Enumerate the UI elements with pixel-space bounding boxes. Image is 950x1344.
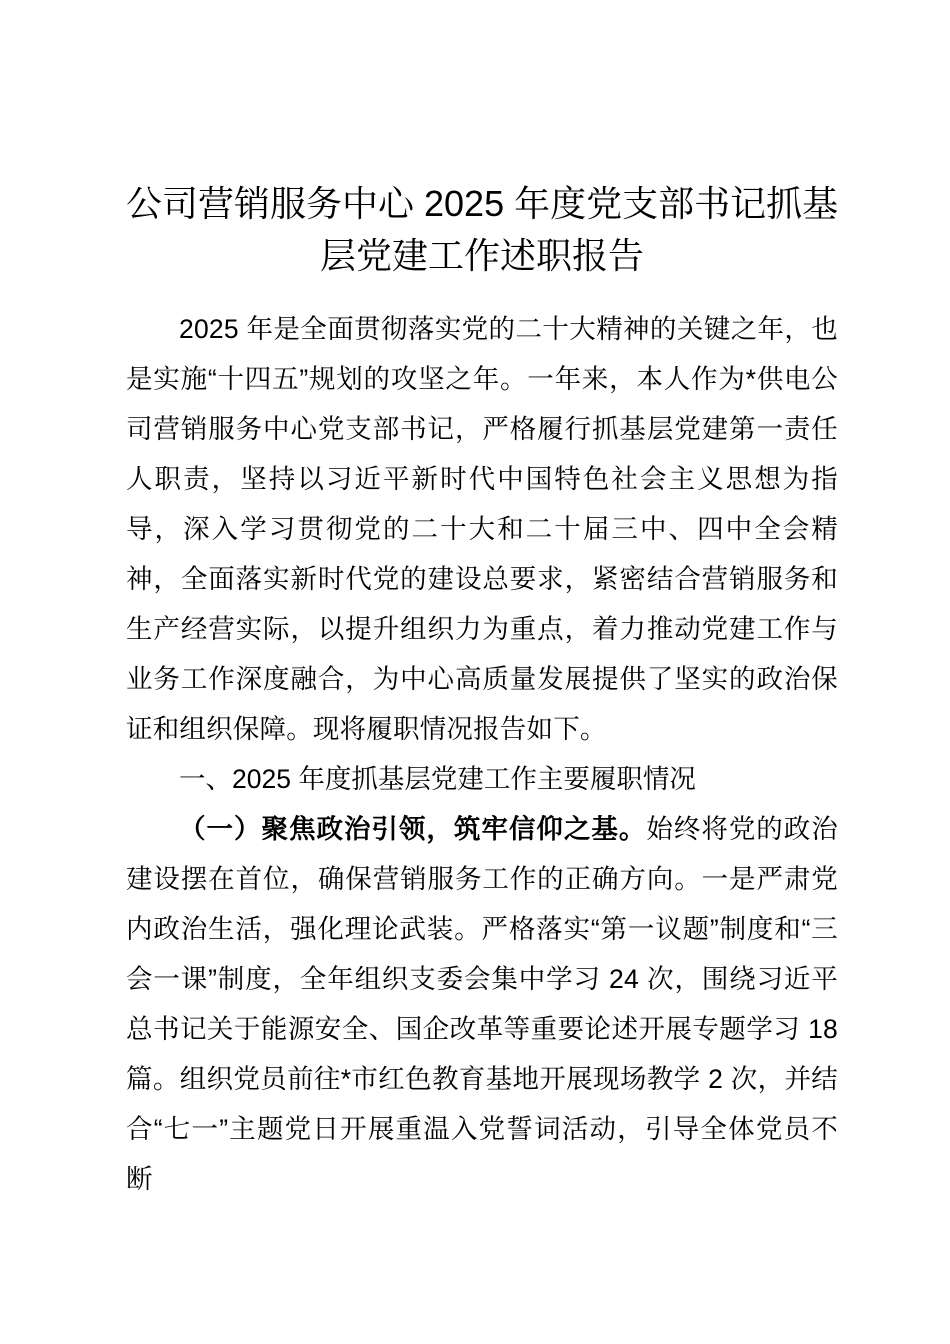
paragraph-intro: 2025 年是全面贯彻落实党的二十大精神的关键之年，也是实施“十四五”规划的攻坚之年。一年来，本人作为*供电公司营销服务中心党支部书记，严格履行抓基层党建第一责任人职责，坚持以习近平新时代中国特色社会主义思想为指导，深入学习贯彻党的二十大和二十届三中、四中全会精神，全面落实新时代党的建设总要求，紧密结合营销服务和生产经营实际，以提升组织力为重点，着力推动党建工作与业务工作深度融合，为中心高质量发展提供了坚实的政治保证和组织保障。现将履职情况报告如下。 [126, 314, 838, 744]
subsection-1-body: 始终将党的政治建设摆在首位，确保营销服务工作的正确方向。一是严肃党内政治生活，强化理论武装。严格落实“第一议题”制度和“三会一课”制度，全年组织支委会集中学习 24 次，围绕习近平总书记关于能源安全、国企改革等重要论述开展专题学习 18 篇。组织党员前往*市红色教育基地开展现场教学 2 次，并结合“七一”主题党日开展重温入党誓词活动，引导全体党员不断 [126, 814, 838, 1194]
paragraph-subsection-1 [126, 804, 838, 1204]
subsection-1-lead: （一）聚焦政治引领，筑牢信仰之基。 [179, 814, 647, 844]
document-title [126, 178, 838, 282]
section-1-heading: 一、2025 年度抓基层党建工作主要履职情况 [179, 764, 696, 794]
document-title-line-1: 公司营销服务中心 2025 年度党支部书记抓基 [126, 183, 839, 224]
document-title-line-2: 层党建工作述职报告 [319, 235, 644, 276]
